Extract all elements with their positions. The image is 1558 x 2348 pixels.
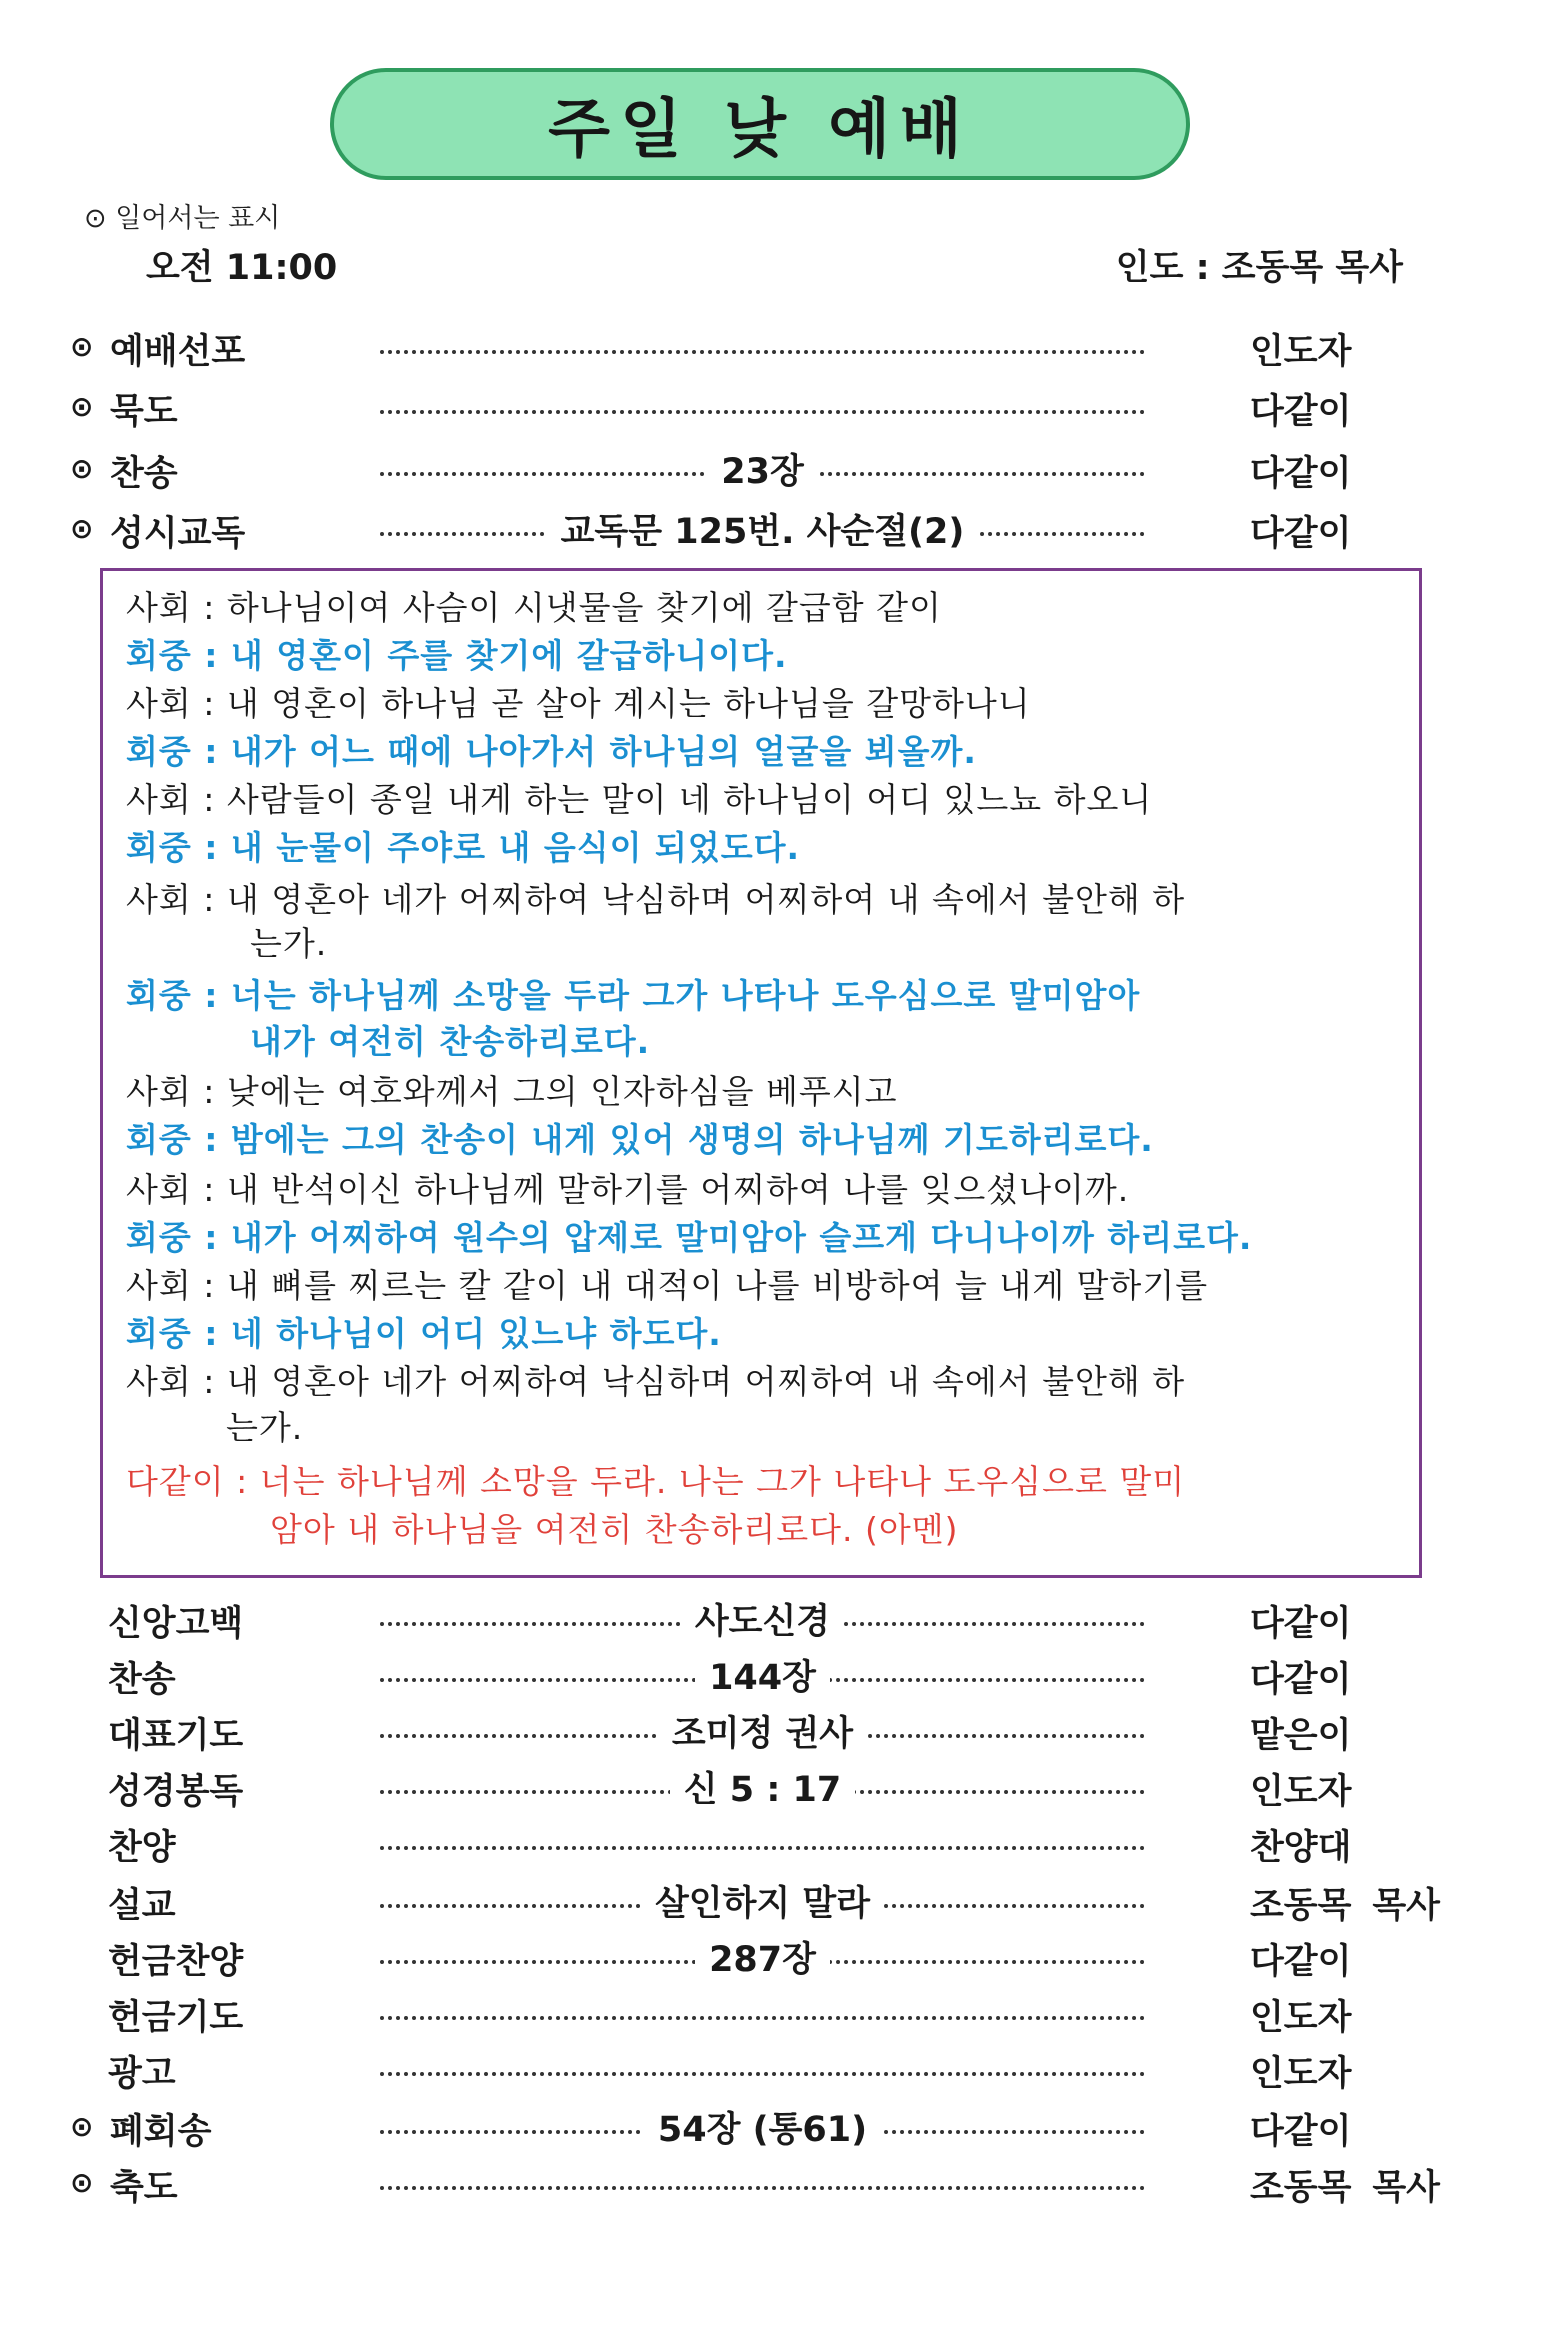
order-item-who: 다같이 [1250,454,1352,494]
order-item-name: 축도 [110,2168,178,2208]
order-item-content: 23장 [380,444,1145,494]
order-item-content: 살인하지 말라 [380,1876,1145,1926]
order-item-name: 헌금찬양 [108,1942,244,1982]
order-item-name: 신앙고백 [108,1604,244,1644]
order-item-who: 맡은이 [1250,1716,1352,1756]
order-row [0,320,1558,376]
order-item-who: 조동목 목사 [1250,2168,1440,2208]
order-row [0,1704,1558,1760]
standing-mark-icon: ⊙ [70,512,94,545]
reading-line: 암아 내 하나님을 여전히 찬송하리로다. (아멘) [270,1510,959,1549]
order-row [0,442,1558,498]
standing-mark-icon: ⊙ [70,330,94,363]
order-item-who: 다같이 [1250,1604,1352,1644]
order-item-name: 찬송 [110,454,178,494]
reading-line: 회중 : 네 하나님이 어디 있느냐 하도다. [126,1314,722,1353]
order-item-who: 다같이 [1250,1942,1352,1982]
reading-line: 내가 여전히 찬송하리로다. [250,1022,651,1061]
dot-leader [380,2072,1145,2076]
order-item-who: 조동목 목사 [1250,1886,1440,1926]
order-item-who: 찬양대 [1250,1828,1352,1868]
order-row [0,1648,1558,1704]
order-item-content: 54장 (통61) [380,2102,1145,2152]
order-row [0,2042,1558,2098]
order-item-content: 조미정 권사 [380,1706,1145,1756]
order-item-content: 교독문 125번. 사순절(2) [380,504,1145,554]
order-row [0,1592,1558,1648]
reading-line: 사회 : 내 영혼아 네가 어찌하여 낙심하며 어찌하여 내 속에서 불안해 하 [126,1362,1186,1401]
order-item-who: 인도자 [1250,2054,1352,2094]
order-row [0,1816,1558,1872]
standing-mark-icon: ⊙ [70,452,94,485]
order-item-name: 광고 [108,2054,176,2094]
dot-leader [380,350,1145,354]
reading-line: 다같이 : 너는 하나님께 소망을 두라. 나는 그가 나타나 도우심으로 말미 [126,1462,1186,1501]
dot-leader [380,2186,1145,2190]
order-item-name: 찬송 [108,1660,176,1700]
order-item-name: 대표기도 [108,1716,244,1756]
order-row [0,1760,1558,1816]
order-item-content: 신 5 : 17 [380,1762,1145,1812]
order-row [0,1986,1558,2042]
order-item-who: 다같이 [1250,1660,1352,1700]
dot-leader [380,410,1145,414]
order-item-name: 폐회송 [110,2112,212,2152]
page-title: 주일 낮 예배 [548,93,972,167]
order-item-name: 예배선포 [110,332,246,372]
reading-line: 는가. [250,924,328,963]
reading-line: 사회 : 낮에는 여호와께서 그의 인자하심을 베푸시고 [126,1072,898,1111]
order-item-name: 성시교독 [110,514,246,554]
order-item-name: 헌금기도 [108,1998,244,2038]
order-item-content: 287장 [380,1932,1145,1982]
reading-line: 사회 : 사람들이 종일 내게 하는 말이 네 하나님이 어디 있느뇨 하오니 [126,780,1153,819]
reading-line: 회중 : 너는 하나님께 소망을 두라 그가 나타나 도우심으로 말미암아 [126,976,1141,1015]
order-item-content: 사도신경 [380,1594,1145,1644]
order-item-who: 다같이 [1250,2112,1352,2152]
order-row [0,2156,1558,2212]
order-row [0,1930,1558,1986]
order-item-who: 인도자 [1250,332,1352,372]
reading-line: 회중 : 내가 어느 때에 나아가서 하나님의 얼굴을 뵈올까. [126,732,977,771]
service-leader: 인도 : 조동목 목사 [1115,248,1403,288]
reading-line: 회중 : 내가 어찌하여 원수의 압제로 말미암아 슬프게 다니나이까 하리로다. [126,1218,1253,1257]
title-banner [330,68,1190,180]
order-row [0,380,1558,436]
service-time: 오전 11:00 [146,248,338,288]
standing-mark-icon: ⊙ [70,2110,94,2143]
standing-mark-icon: ⊙ [70,390,94,423]
reading-line: 사회 : 내 뼈를 찌르는 칼 같이 내 대적이 나를 비방하여 늘 내게 말하기를 [126,1266,1209,1305]
reading-line: 는가. [226,1408,304,1447]
order-item-who: 인도자 [1250,1998,1352,2038]
order-item-who: 인도자 [1250,1772,1352,1812]
order-item-name: 설교 [108,1886,176,1926]
reading-line: 사회 : 내 반석이신 하나님께 말하기를 어찌하여 나를 잊으셨나이까. [126,1170,1130,1209]
dot-leader [380,2016,1145,2020]
reading-line: 사회 : 하나님이여 사슴이 시냇물을 찾기에 갈급함 같이 [126,588,942,627]
order-row [0,1874,1558,1930]
order-item-name: 찬양 [108,1828,176,1868]
order-row [0,2100,1558,2156]
standing-legend: ⊙ 일어서는 표시 [84,203,281,234]
order-item-content: 144장 [380,1650,1145,1700]
dot-leader [380,1846,1145,1850]
order-item-name: 성경봉독 [108,1772,244,1812]
reading-line: 회중 : 내 영혼이 주를 찾기에 갈급하니이다. [126,636,788,675]
reading-line: 회중 : 내 눈물이 주야로 내 음식이 되었도다. [126,828,801,867]
standing-mark-icon: ⊙ [70,2166,94,2199]
order-item-name: 묵도 [110,392,178,432]
order-item-who: 다같이 [1250,392,1352,432]
reading-line: 사회 : 내 영혼아 네가 어찌하여 낙심하며 어찌하여 내 속에서 불안해 하 [126,880,1186,919]
reading-line: 회중 : 밤에는 그의 찬송이 내게 있어 생명의 하나님께 기도하리로다. [126,1120,1154,1159]
reading-line: 사회 : 내 영혼이 하나님 곧 살아 계시는 하나님을 갈망하나니 [126,684,1031,723]
order-item-who: 다같이 [1250,514,1352,554]
order-row [0,502,1558,558]
